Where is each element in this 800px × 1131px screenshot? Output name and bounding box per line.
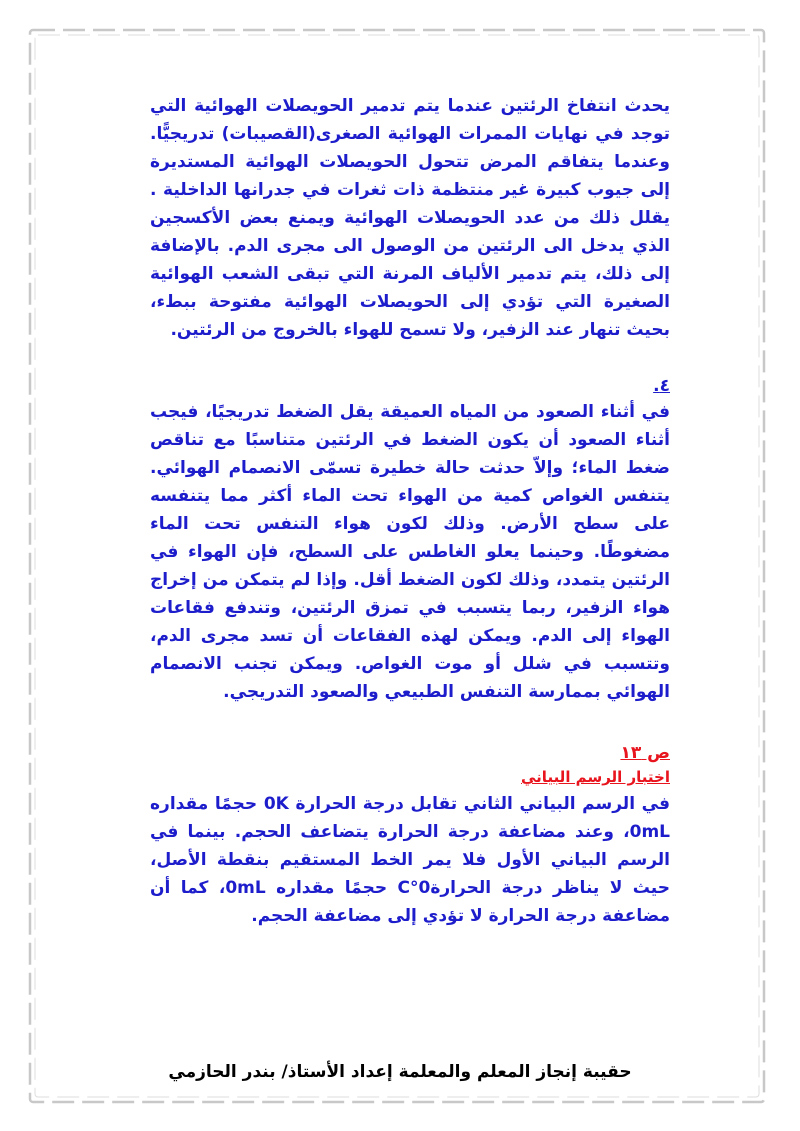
page-reference: ص ١٣ [620, 743, 670, 763]
page-footer: حقيبة إنجاز المعلم والمعلمة إعداد الأستاذ/ بندر الحازمي [168, 1062, 632, 1082]
document-body [150, 92, 670, 930]
graph-test-title: اختبار الرسم البياني [521, 768, 670, 786]
emphysema-paragraph: يحدث انتفاخ الرئتين عندما يتم تدمير الحويصلات الهوائية التي توجد في نهايات الممرات الهوائية الصغرى(القصيبات) تدريجيًّا. وعندما يتفاقم المرض تتحول الحويصلات الهوائية المستديرة إلى جيوب كبيرة غير منتظمة ذات ثغرات في جدرانها الداخلية . يقلل ذلك من عدد الحويصلات الهوائية ويمنع بعض الأكسجين الذي يدخل الى الرئتين من الوصول الى مجرى الدم. بالإضافة إلى ذلك، يتم تدمير الألياف المرنة التي تبقى الشعب الهوائية الصغيرة التي تؤدي إلى الحويصلات الهوائية مفتوحة ببطء، بحيث تنهار عند الزفير، ولا تسمح للهواء بالخروج من الرئتين. [150, 96, 670, 340]
question-number: ٤. [653, 376, 670, 396]
graph-test-paragraph: في الرسم البياني الثاني تقابل درجة الحرارة 0K حجمًا مقداره 0mL، وعند مضاعفة درجة الحرارة يتضاعف الحجم. بينما في الرسم البياني الأول فلا يمر الخط المستقيم بنقطة الأصل، حيث لا يناظر درجة الحرارة0°C حجمًا مقداره 0mL، كما أن مضاعفة درجة الحرارة لا تؤدي إلى مضاعفة الحجم. [150, 794, 670, 926]
diving-embolism-paragraph: في أثناء الصعود من المياه العميقة يقل الضغط تدريجيًا، فيجب أثناء الصعود أن يكون الضغط في الرئتين متناسبًا مع تناقص ضغط الماء؛ وإلاّ حدثت حالة خطيرة تسمّى الانصمام الهوائي. يتنفس الغواص كمية من الهواء تحت الماء أكثر مما يتنفسه على سطح الأرض. وذلك لكون هواء التنفس تحت الماء مضغوطًا. وحينما يعلو الغاطس على السطح، فإن الهواء في الرئتين يتمدد، وذلك لكون الضغط أقل. وإذا لم يتمكن من إخراج هواء الزفير، ربما يتسبب في تمزق الرئتين، وتندفع فقاعات الهواء إلى الدم. ويمكن لهذه الفقاعات أن تسد مجرى الدم، وتتسبب في شلل أو موت الغواص. ويمكن تجنب الانصمام الهوائي بممارسة التنفس الطبيعي والصعود التدريجي. [150, 402, 670, 702]
